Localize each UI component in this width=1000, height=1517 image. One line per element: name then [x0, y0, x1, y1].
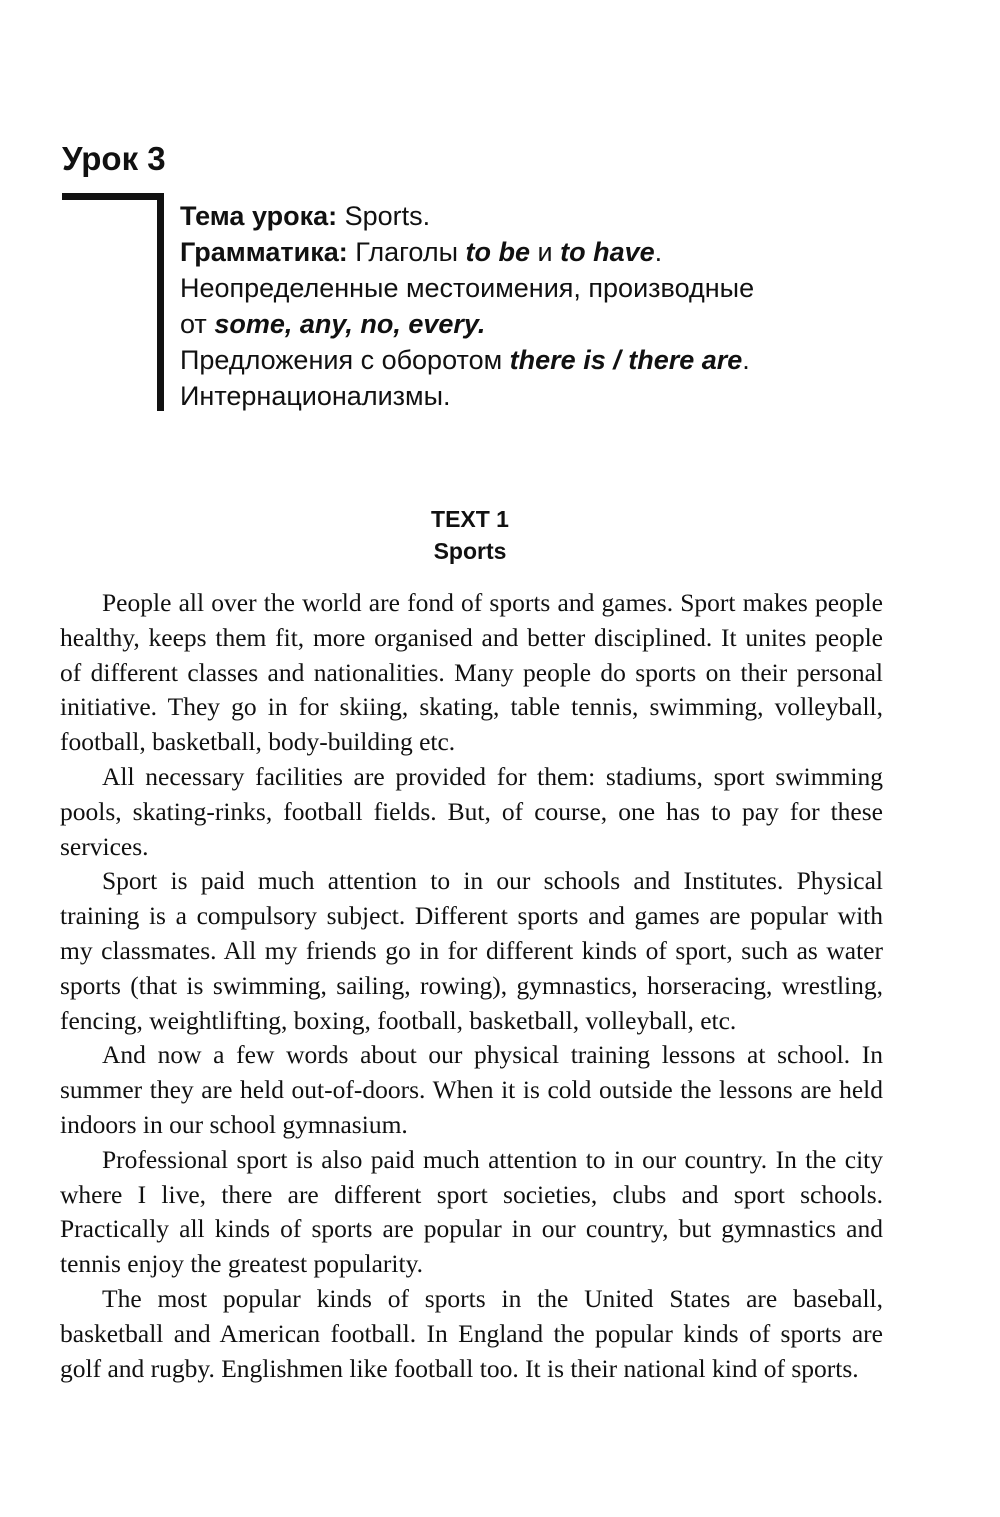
paragraph: The most popular kinds of sports in the United States are baseball, basketball and American football. In England the popular kinds of sports are golf and rugby. Englishmen like football too. It is their national kind of sports.	[60, 1283, 883, 1383]
paragraph: And now a few words about our physical training lessons at school. In summer they are held out-of-doors. When it is cold outside the lessons are held indoors in our school gymnasium.	[60, 1040, 883, 1139]
grammar-end: .	[654, 237, 663, 267]
grammar-line-4	[180, 306, 754, 342]
grammar-line	[180, 234, 754, 270]
lesson-topic-block	[180, 198, 754, 414]
body-text	[60, 586, 883, 1386]
grammar-term-to-be: to be	[465, 237, 530, 267]
line5-end: .	[742, 345, 750, 375]
lesson-title: Урок 3	[62, 140, 166, 177]
line5-terms: there is / there are	[509, 345, 743, 375]
paragraph: People all over the world are fond of sports and games. Sport makes people healthy, keeps them fit, more organised and better disciplined. It unites people of different classes and nationalities. Many people do sports on their personal initiative. They go in for skiing, skating, table tennis, swimming, volleyball, football, basketball, body-building etc.	[60, 588, 883, 757]
grammar-line-3: Неопределенные местоимения, производные	[180, 273, 755, 303]
topic-line	[180, 198, 754, 234]
bracket-vertical-bar	[157, 193, 164, 411]
text-title: Sports	[433, 538, 507, 564]
paragraph: All necessary facilities are provided for them: stadiums, sport swimming pools, skating-rinks, football fields. But, of course, one has to pay for these services.	[60, 761, 883, 861]
topic-label: Тема урока:	[180, 201, 338, 231]
grammar-pre: Глаголы	[355, 237, 458, 267]
line4-pre: от	[180, 309, 207, 339]
grammar-label: Грамматика:	[180, 237, 348, 267]
grammar-line-6: Интернационализмы.	[180, 381, 451, 411]
paragraph: Sport is paid much attention to in our schools and Institutes. Physical training is a compulsory subject. Different sports and games are popular with my classmates. All my friends go in for different kinds of sport, such as water sports (that is swimming, sailing, rowing), gymnastics, horseracing, wrestling, fencing, weightlifting, boxing, football, basketball, volleyball, etc.	[60, 866, 883, 1035]
line4-terms: some, any, no, every.	[214, 309, 486, 339]
line5-pre: Предложения с оборотом	[180, 345, 503, 375]
topic-value: Sports.	[344, 201, 431, 231]
grammar-mid: и	[537, 237, 553, 267]
bracket-top-bar	[62, 193, 164, 200]
text-number: TEXT 1	[431, 506, 509, 532]
grammar-term-to-have: to have	[560, 237, 655, 267]
grammar-line-5	[180, 342, 754, 378]
paragraph: Professional sport is also paid much attention to in our country. In the city where I live, there are different sport societies, clubs and sport schools. Practically all kinds of sports are popular in our country, but gymnastics and tennis enjoy the greatest popularity.	[60, 1144, 883, 1279]
